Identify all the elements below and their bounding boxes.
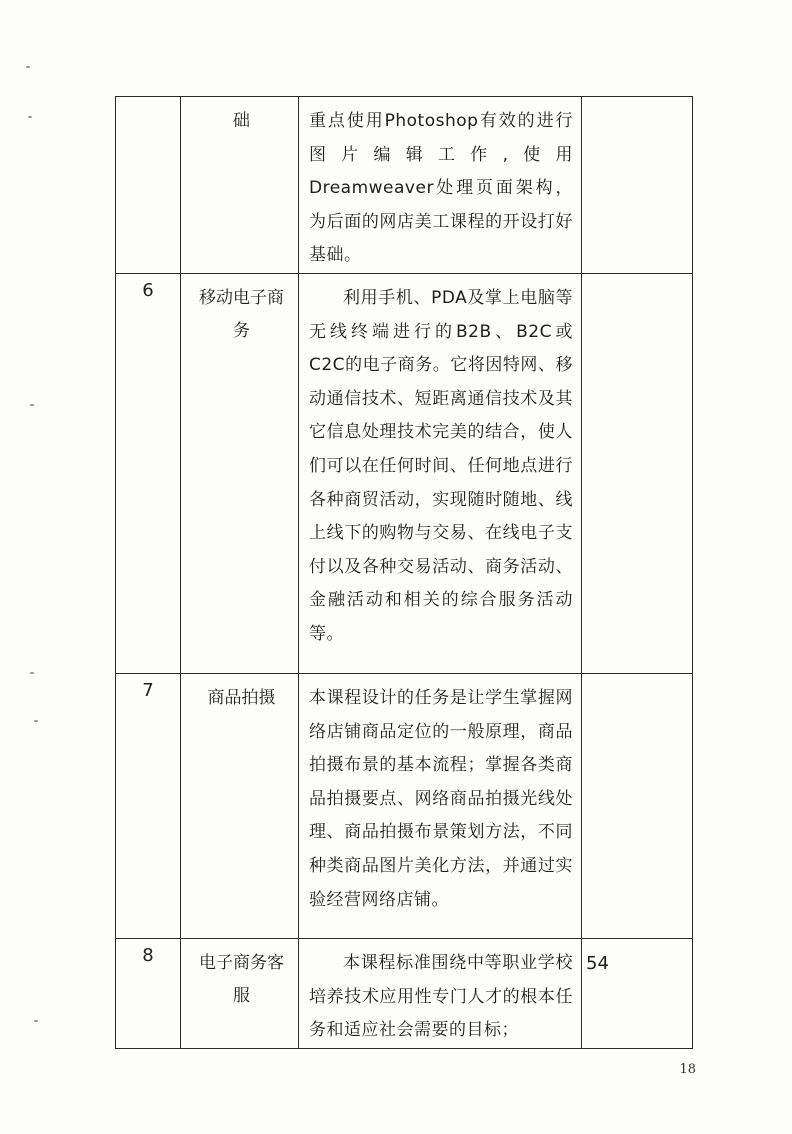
course-name: 商品拍摄: [207, 687, 276, 708]
scan-mark: [34, 720, 38, 722]
course-description: 利用手机、PDA及掌上电脑等无线终端进行的B2B、B2C或C2C的电子商务。它将因特网、移动通信技术、短距离通信技术及其它信息处理技术完美的结合，使人们可以在任何时间、任何地点进行各种商贸活动，实现随时随地、线上线下的购物与交易、在线电子支付以及各种交易活动、商务活动、金融活动和相关的综合服务活动等。: [309, 287, 573, 644]
course-name: 移动电子商务: [199, 287, 284, 341]
course-number: 6: [116, 273, 181, 673]
table-row: [116, 97, 693, 274]
scan-mark: [28, 116, 32, 118]
course-description-cell: [299, 938, 582, 1048]
table-row: [116, 273, 693, 673]
course-table: [115, 96, 693, 1049]
scan-mark: [30, 672, 34, 674]
course-description-cell: [299, 97, 582, 274]
course-description: 本课程标准围绕中等职业学校培养技术应用性专门人才的根本任务和适应社会需要的目标；: [309, 952, 573, 1041]
course-hours-cell: [582, 938, 693, 1048]
course-description-cell: [299, 673, 582, 938]
table-row: [116, 938, 693, 1048]
course-description: 重点使用Photoshop有效的进行图片编辑工作,使用Dreamweaver处理页面架构，为后面的网店美工课程的开设打好基础。: [309, 111, 573, 266]
page-number: 18: [679, 1062, 696, 1077]
course-hours: [582, 673, 693, 938]
course-description: 本课程设计的任务是让学生掌握网络店铺商品定位的一般原理，商品拍摄布景的基本流程；掌握各类商品拍摄要点、网络商品拍摄光线处理、商品拍摄布景策划方法，不同种类商品图片美化方法，并通过实验经营网络店铺。: [309, 687, 573, 910]
course-name-cell: [181, 938, 299, 1048]
course-hours: [582, 273, 693, 673]
course-name-cell: [181, 673, 299, 938]
course-description-cell: [299, 273, 582, 673]
scan-mark: [34, 1020, 38, 1022]
course-hours: [582, 97, 693, 274]
course-number: [116, 97, 181, 274]
table-row: [116, 673, 693, 938]
course-name: 础: [233, 111, 250, 131]
course-name-cell: [181, 97, 299, 274]
course-hours: 54: [586, 952, 609, 974]
course-number: 8: [116, 938, 181, 1048]
course-number: 7: [116, 673, 181, 938]
scan-mark: [30, 404, 34, 406]
scan-mark: [26, 66, 30, 68]
course-name-cell: [181, 273, 299, 673]
course-name: 电子商务客服: [199, 952, 284, 1006]
